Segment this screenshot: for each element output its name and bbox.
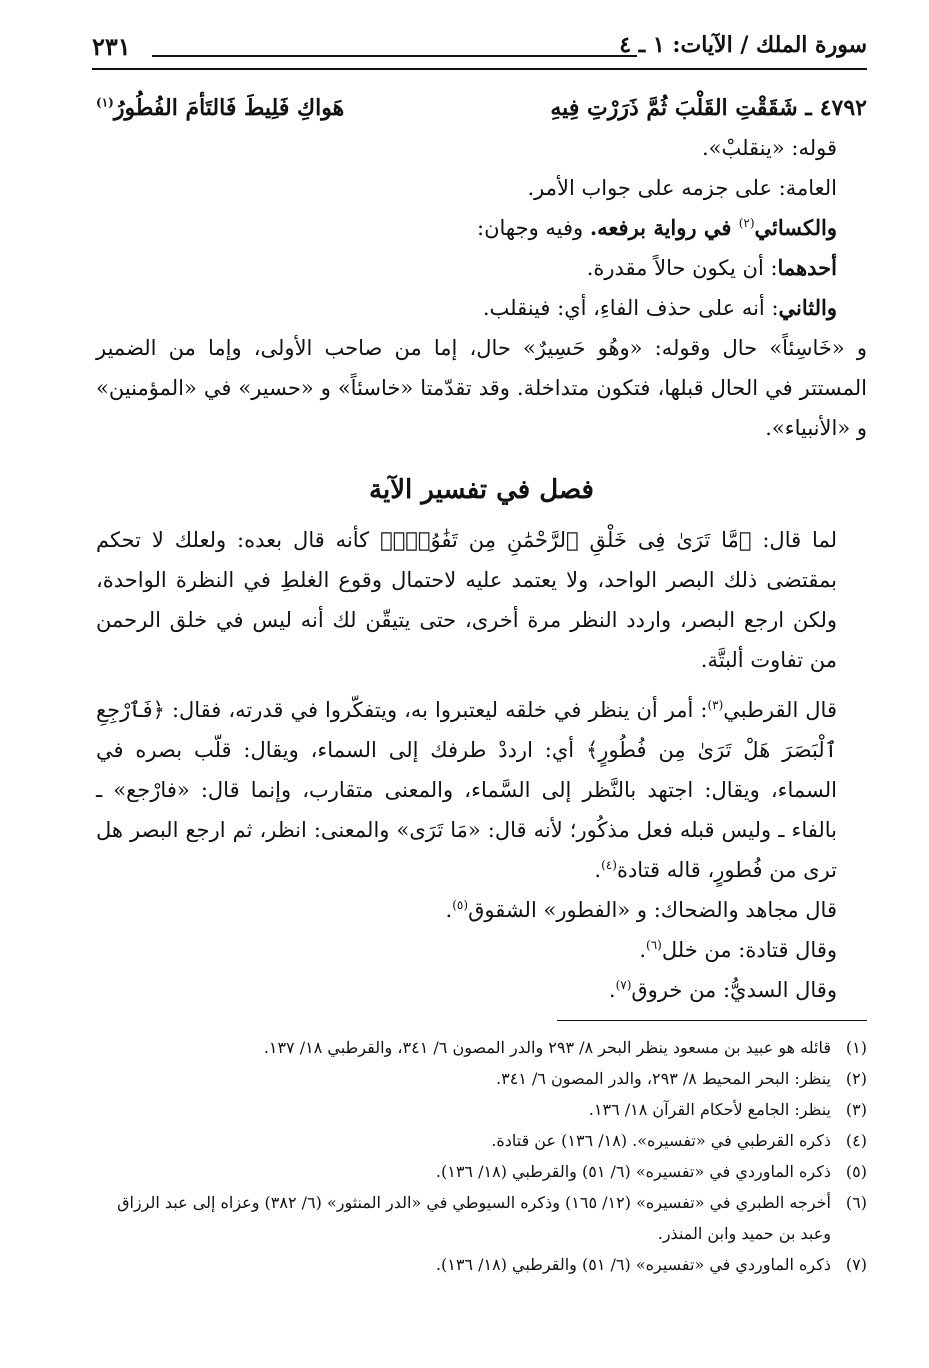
footnote-text: ينظر: الجامع لأحكام القرآن ١٨/ ١٣٦. (588, 1100, 831, 1119)
header-rule (152, 55, 637, 57)
footnote-text: ذكره الماوردي في «تفسيره» (٦/ ٥١) والقرطبي (١٨/ ١٣٦). (435, 1162, 831, 1181)
footnotes (96, 1032, 867, 1280)
text-line (96, 248, 867, 288)
bold-term: في رواية برفعه. (589, 215, 739, 240)
text-span: . (445, 898, 453, 922)
page-number: ٢٣١ (92, 32, 131, 61)
footnote (96, 1187, 867, 1249)
footnote-text: ذكره الماوردي في «تفسيره» (٦/ ٥١) والقرطبي (١٨/ ١٣٦). (435, 1255, 831, 1274)
footnote-text: ينظر: البحر المحيط ٨/ ٢٩٣، والدر المصون ٦/ ٣٤١. (496, 1069, 831, 1088)
bold-term: أحدهما (777, 255, 837, 280)
footnote (96, 1156, 867, 1187)
paragraph: و «خَاسِئاً» حال وقوله: «وهُو حَسِيرٌ» حال، إما من صاحب الأولى، وإما من الضمير المستتر في الحال قبلها، فتكون متداخلة. وقد تقدّمتا «خاسئاً» و «حسير» في «المؤمنين» و «الأنبياء». (96, 336, 867, 440)
text-span: وقال قتادة: من خلل (661, 938, 837, 962)
text-line: قوله: «ينقلبْ». (701, 136, 837, 160)
text-span: قال مجاهد والضحاك: و «الفطور» الشقوق (468, 898, 837, 922)
poetry-verse (96, 88, 867, 128)
text-line (96, 288, 867, 328)
footnote-ref: (٤) (601, 858, 617, 872)
footnote-number: (١) (845, 1038, 867, 1057)
footnote-number: (٥) (845, 1162, 867, 1181)
text-span: : أنه على حذف الفاءِ، أي: فينقلب. (482, 296, 779, 320)
header-underline (92, 68, 867, 70)
bold-term: والكسائي (754, 215, 837, 240)
verse-hemistich-right: ـ شَقَقْتِ القَلْبَ ثُمَّ ذَرَرْتِ فِيهِ (550, 95, 812, 121)
footnote-number: (٤) (845, 1131, 867, 1150)
footnote-separator (557, 1020, 867, 1021)
footnote-ref: (٢) (738, 216, 755, 230)
footnote-text: قائله هو عبيد بن مسعود ينظر البحر ٨/ ٢٩٣ والدر المصون ٦/ ٣٤١، والقرطبي ١٨/ ١٣٧. (263, 1038, 831, 1057)
footnote (96, 1032, 867, 1063)
text-span: . (608, 978, 616, 1002)
footnote-number: (٢) (845, 1069, 867, 1088)
text-span: . (639, 938, 647, 962)
text-line (96, 890, 867, 930)
text-line: العامة: على جزمه على جواب الأمر. (527, 176, 837, 200)
text-span: : أمر أن ينظر في خلقه ليعتبروا به، ويتفكّروا في قدرته، فقال: ﴿فَٱرْجِعِ ٱلْبَصَرَ هَلْ تَرَىٰ مِن فُطُورٍ﴾ أي: ارددْ طرفك إلى السماء، ويقال: قلّب بصره في السماء، ويقال: اجتهد بالنَّظر إلى السَّماء، والمعنى متقارب، وإنما قال: «فارْجع» ـ بالفاء ـ وليس قبله فعل مذكُور؛ لأنه قال: «مَا تَرَى» والمعنى: انظر، ثم ارجع البصر هل ترى من فُطورٍ، قاله قتادة (96, 698, 837, 882)
footnote-number: (٦) (845, 1193, 867, 1212)
footnote-number: (٧) (845, 1255, 867, 1274)
text-line (96, 970, 867, 1010)
footnote (96, 1063, 867, 1094)
text-span: وقال السديُّ: من خروق (631, 978, 837, 1002)
footnote (96, 1125, 867, 1156)
text-line (96, 208, 867, 248)
footnote-ref: (٦) (646, 938, 662, 952)
footnote-text: ذكره القرطبي في «تفسيره». (١٨/ ١٣٦) عن قتادة. (491, 1131, 831, 1150)
running-title: سورة الملك / الآيات: ١ ـ ٤ (611, 32, 867, 58)
footnote-ref: (٣) (707, 698, 724, 712)
text-span: : أن يكون حالاً مقدرة. (586, 256, 778, 280)
paragraph: لما قال: ﴿مَّا تَرَىٰ فِى خَلْقِ ٱلرَّحْمَٰنِ مِن تَفَٰوُتٍۖ﴾ كأنه قال بعده: ولعلك لا تحكم بمقتضى ذلك البصر الواحد، ولا يعتمد عليه لاحتمال وقوع الغلطِ في النظرة الواحدة، ولكن ارجع البصر، واردد النظر مرة أخرى، حتى يتيقّن لك أنه ليس في خلق الرحمن من تفاوت ألبتَّة. (96, 528, 837, 672)
section-heading: فصل في تفسير الآية (369, 475, 594, 505)
verse-number: ٤٧٩٢ (819, 95, 867, 121)
bold-term: والثاني (778, 295, 837, 320)
footnote-number: (٣) (845, 1100, 867, 1119)
verse-hemistich-left: هَواكِ فَلِيطَ فَالتَأمَ الفُطُورُ (113, 95, 345, 121)
footnote-ref: (٥) (452, 898, 469, 912)
paragraph (96, 690, 867, 890)
text-span: . (594, 858, 602, 882)
text-span: قال القرطبي (723, 698, 837, 722)
verse-left (96, 88, 344, 128)
text-line (96, 930, 867, 970)
verse-right (550, 88, 867, 128)
footnote (96, 1094, 867, 1125)
footnote (96, 1249, 867, 1280)
footnote-text: أخرجه الطبري في «تفسيره» (١٢/ ١٦٥) وذكره السيوطي في «الدر المنثور» (٦/ ٣٨٢) وعزاه إلى عبد الرزاق وعبد بن حميد وابن المنذر. (117, 1193, 831, 1243)
footnote-ref: (١) (96, 95, 114, 110)
main-text (96, 88, 867, 1010)
text-span: وفيه وجهان: (477, 216, 590, 240)
footnote-ref: (٧) (615, 978, 632, 992)
page-header (92, 28, 867, 70)
